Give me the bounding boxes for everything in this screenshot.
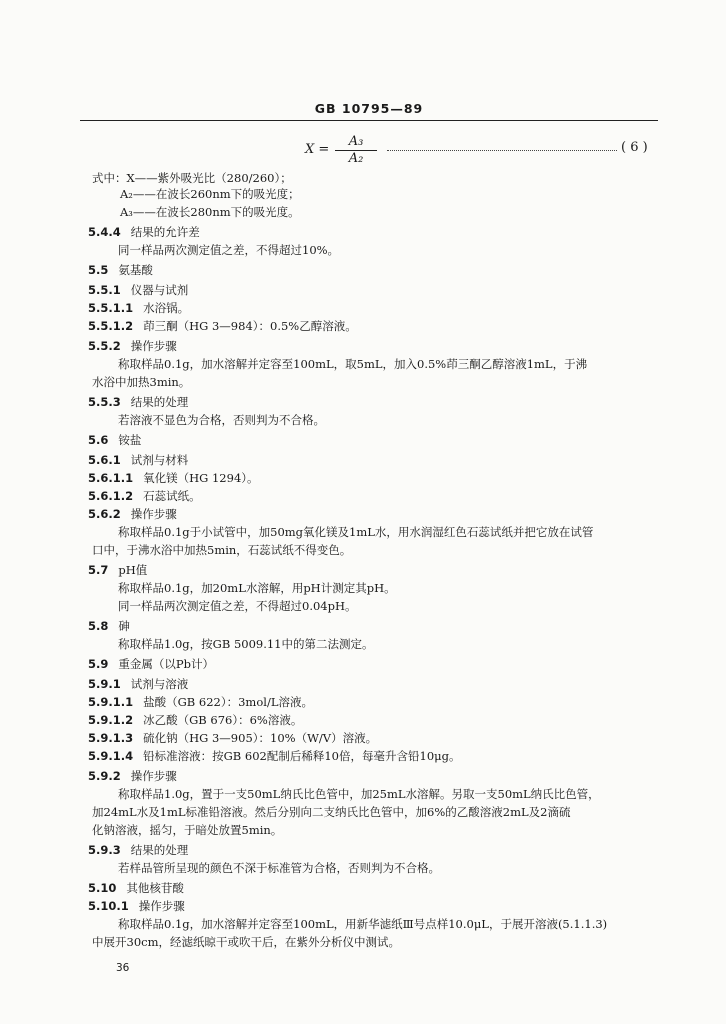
text-line bbox=[118, 598, 357, 614]
section-line bbox=[88, 562, 147, 578]
line-text: A₂——在波长260nm下的吸光度； bbox=[120, 187, 300, 201]
line-text: 称取样品0.1g于小试管中，加50mg氧化镁及1mL水，用水润湿红色石蕊试纸并把它放在试管 bbox=[118, 525, 594, 539]
section-line bbox=[88, 618, 130, 634]
section-line bbox=[88, 880, 184, 896]
standard-number: GB 10795—89 bbox=[314, 101, 424, 116]
page-header bbox=[80, 98, 658, 121]
section-line bbox=[88, 300, 189, 316]
section-title: 结果的处理 bbox=[130, 395, 189, 409]
section-title: 铅标准溶液：按GB 602配制后稀释10倍，每毫升含铅10μg。 bbox=[143, 749, 461, 763]
section-line bbox=[88, 224, 200, 240]
section-number: 5.5.1.2 bbox=[88, 319, 134, 333]
formula-lhs: X = bbox=[305, 142, 330, 157]
section-number: 5.5.1.1 bbox=[88, 301, 134, 315]
text-line bbox=[92, 822, 282, 838]
section-title: 仪器与试剂 bbox=[130, 283, 189, 297]
line-text: 水浴中加热3min。 bbox=[92, 375, 191, 389]
page-number: 36 bbox=[116, 962, 130, 974]
line-text: 称取样品0.1g，加水溶解并定容至100mL，用新华滤纸Ⅲ号点样10.0μL，于展开溶液(5.1.1.3) bbox=[118, 917, 608, 931]
line-text: 同一样品两次测定值之差，不得超过10%。 bbox=[118, 243, 340, 257]
line-text: 口中，于沸水浴中加热5min，石蕊试纸不得变色。 bbox=[92, 543, 352, 557]
section-title: 操作步骤 bbox=[130, 339, 177, 353]
section-title: 其他核苷酸 bbox=[126, 881, 184, 895]
section-number: 5.10.1 bbox=[88, 899, 129, 913]
line-text: 称取样品1.0g，置于一支50mL纳氏比色管中，加25mL水溶解。另取一支50mL纳氏比色管， bbox=[118, 787, 600, 801]
line-text: 若溶液不显色为合格，否则判为不合格。 bbox=[118, 413, 325, 427]
text-line bbox=[92, 804, 570, 820]
section-line bbox=[88, 842, 188, 858]
section-number: 5.6.1.1 bbox=[88, 471, 134, 485]
section-title: pH值 bbox=[118, 563, 148, 577]
text-line bbox=[118, 412, 325, 428]
text-line bbox=[118, 860, 440, 876]
section-line bbox=[88, 768, 177, 784]
line-text: 称取样品0.1g，加水溶解并定容至100mL，取5mL，加入0.5%茚三酮乙醇溶液1mL，于沸 bbox=[118, 357, 588, 371]
section-title: 盐酸（GB 622）：3mol/L溶液。 bbox=[143, 695, 313, 709]
section-line bbox=[88, 748, 460, 764]
section-number: 5.6.1 bbox=[88, 453, 121, 467]
section-number: 5.9.1.1 bbox=[88, 695, 134, 709]
section-line bbox=[88, 470, 259, 486]
section-title: 石蕊试纸。 bbox=[143, 489, 201, 503]
section-title: 试剂与材料 bbox=[130, 453, 189, 467]
line-text: A₃——在波长280nm下的吸光度。 bbox=[120, 205, 300, 219]
formula-denominator: A₂ bbox=[348, 151, 364, 166]
section-number: 5.9.3 bbox=[88, 843, 121, 857]
section-line bbox=[88, 676, 188, 692]
text-line bbox=[92, 542, 351, 558]
line-text: 中展开30cm，经滤纸晾干或吹干后，在紫外分析仪中测试。 bbox=[92, 935, 400, 949]
text-line bbox=[118, 916, 607, 932]
section-title: 重金属（以Pb计） bbox=[118, 657, 214, 671]
section-number: 5.5.2 bbox=[88, 339, 121, 353]
section-number: 5.9.1.3 bbox=[88, 731, 134, 745]
section-line bbox=[88, 262, 153, 278]
section-title: 水浴锅。 bbox=[143, 301, 190, 315]
section-number: 5.5.3 bbox=[88, 395, 121, 409]
section-number: 5.5.1 bbox=[88, 283, 121, 297]
section-line bbox=[88, 282, 188, 298]
text-line bbox=[118, 580, 396, 596]
section-title: 结果的允许差 bbox=[130, 225, 200, 239]
line-text: 式中：X——紫外吸光比（280/260）； bbox=[92, 171, 292, 185]
section-line bbox=[88, 338, 177, 354]
section-number: 5.6.2 bbox=[88, 507, 121, 521]
section-title: 结果的处理 bbox=[130, 843, 189, 857]
section-line bbox=[88, 318, 357, 334]
section-line bbox=[88, 432, 141, 448]
section-number: 5.7 bbox=[88, 563, 109, 577]
section-line bbox=[88, 898, 185, 914]
line-text: 若样品管所呈现的颜色不深于标准管为合格，否则判为不合格。 bbox=[118, 861, 440, 875]
section-line bbox=[88, 488, 201, 504]
section-number: 5.9.1.4 bbox=[88, 749, 134, 763]
section-title: 硫化钠（HG 3—905）：10%（W/V）溶液。 bbox=[143, 731, 378, 745]
section-line bbox=[88, 394, 188, 410]
text-line bbox=[118, 242, 339, 258]
text-line bbox=[118, 786, 600, 802]
section-title: 操作步骤 bbox=[138, 899, 185, 913]
section-line bbox=[88, 730, 377, 746]
section-title: 氨基酸 bbox=[118, 263, 153, 277]
text-line bbox=[118, 524, 593, 540]
section-line bbox=[88, 452, 188, 468]
text-line bbox=[118, 636, 374, 652]
section-number: 5.8 bbox=[88, 619, 109, 633]
line-text: 同一样品两次测定值之差，不得超过0.04pH。 bbox=[118, 599, 357, 613]
formula-6 bbox=[305, 134, 655, 170]
section-title: 茚三酮（HG 3—984）：0.5%乙醇溶液。 bbox=[143, 319, 357, 333]
section-title: 铵盐 bbox=[118, 433, 142, 447]
section-number: 5.6 bbox=[88, 433, 109, 447]
section-title: 操作步骤 bbox=[130, 769, 177, 783]
section-title: 操作步骤 bbox=[130, 507, 177, 521]
line-text: 称取样品0.1g，加20mL水溶解，用pH计测定其pH。 bbox=[118, 581, 396, 595]
formula-fraction bbox=[335, 134, 377, 167]
text-line bbox=[120, 204, 300, 220]
section-title: 冰乙酸（GB 676）：6%溶液。 bbox=[143, 713, 303, 727]
section-number: 5.9.1 bbox=[88, 677, 121, 691]
section-number: 5.9.1.2 bbox=[88, 713, 134, 727]
section-number: 5.6.1.2 bbox=[88, 489, 134, 503]
section-line bbox=[88, 506, 177, 522]
section-number: 5.10 bbox=[88, 881, 117, 895]
text-line bbox=[118, 356, 587, 372]
section-number: 5.4.4 bbox=[88, 225, 121, 239]
line-text: 化钠溶液，摇匀，于暗处放置5min。 bbox=[92, 823, 283, 837]
section-number: 5.5 bbox=[88, 263, 109, 277]
text-line bbox=[120, 186, 300, 202]
section-number: 5.9.2 bbox=[88, 769, 121, 783]
text-line bbox=[92, 170, 292, 186]
text-line bbox=[92, 374, 190, 390]
line-text: 加24mL水及1mL标准铅溶液。然后分别向二支纳氏比色管中，加6%的乙酸溶液2mL及2滴硫 bbox=[92, 805, 571, 819]
text-line bbox=[92, 934, 400, 950]
formula-number: ( 6 ) bbox=[621, 140, 648, 155]
formula-numerator: A₃ bbox=[335, 134, 377, 151]
section-title: 氧化镁（HG 1294）。 bbox=[143, 471, 259, 485]
section-line bbox=[88, 694, 313, 710]
formula-leader-dots bbox=[387, 142, 617, 151]
section-line bbox=[88, 656, 214, 672]
section-number: 5.9 bbox=[88, 657, 109, 671]
section-line bbox=[88, 712, 302, 728]
section-title: 试剂与溶液 bbox=[130, 677, 189, 691]
line-text: 称取样品1.0g，按GB 5009.11中的第二法测定。 bbox=[118, 637, 374, 651]
section-title: 砷 bbox=[118, 619, 130, 633]
